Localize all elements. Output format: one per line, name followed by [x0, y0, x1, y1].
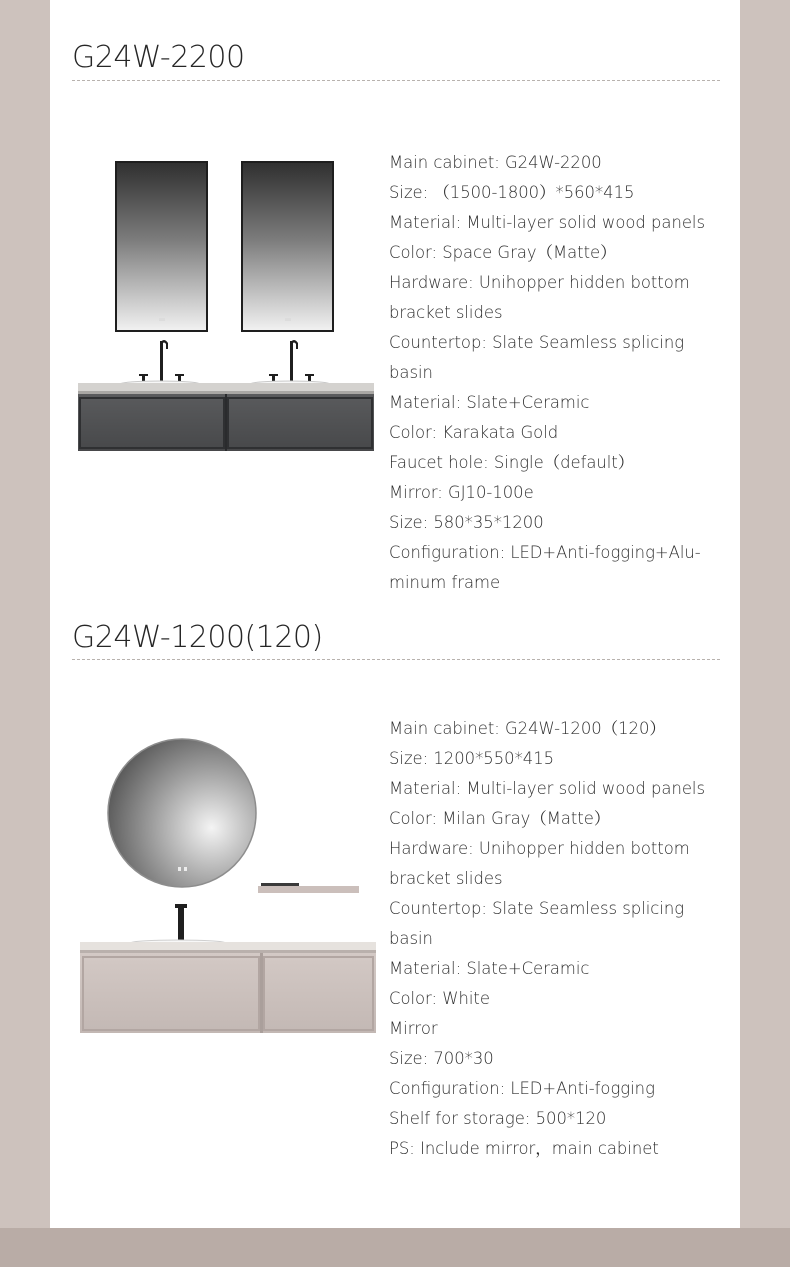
spec-line: Color: Karakata Gold [389, 423, 559, 442]
spec-line: Shelf for storage: 500*120 [389, 1109, 607, 1128]
spec-line: Hardware: Unihopper hidden bottom [389, 839, 690, 858]
spec-line: bracket slides [389, 303, 503, 322]
spec-list-g24w-2200 [389, 148, 734, 598]
spec-line: Hardware: Unihopper hidden bottom [389, 273, 690, 292]
spec-line: Material: Slate+Ceramic [389, 393, 590, 412]
spec-line: Size: 700*30 [389, 1049, 494, 1068]
bottom-band [0, 1228, 790, 1267]
spec-line: Configuration: LED+Anti-fogging+Alu- [389, 543, 701, 562]
spec-line: Color: White [389, 989, 490, 1008]
spec-line: Faucet hole: Single（default） [389, 453, 635, 472]
spec-line: basin [389, 929, 433, 948]
faucet-right [269, 340, 314, 383]
section-title-g24w-2200: G24W-2200 [72, 40, 245, 75]
vanity-image-g24w-1200 [78, 736, 380, 1036]
faucet [175, 904, 187, 942]
round-mirror [108, 739, 256, 887]
vanity-image-g24w-2200 [76, 158, 378, 456]
faucet-left [139, 340, 184, 383]
section-divider [72, 659, 720, 660]
section-title-g24w-1200: G24W-1200(120) [72, 620, 323, 655]
spec-line: Material: Slate+Ceramic [389, 959, 590, 978]
spec-line: Material: Multi-layer solid wood panels [389, 213, 706, 232]
mirror-right [242, 162, 333, 331]
spec-line: Main cabinet: G24W-1200（120） [389, 719, 666, 738]
spec-line: Size: （1500-1800）*560*415 [389, 183, 635, 202]
spec-line: Mirror: GJ10-100e [389, 483, 534, 502]
section-divider [72, 80, 720, 81]
spec-line: minum frame [389, 573, 501, 592]
spec-line: Countertop: Slate Seamless splicing [389, 333, 685, 352]
spec-line: bracket slides [389, 869, 503, 888]
spec-line: Countertop: Slate Seamless splicing [389, 899, 685, 918]
spec-line: Size: 1200*550*415 [389, 749, 555, 768]
spec-line: Color: Milan Gray（Matte） [389, 809, 611, 828]
spec-line: Configuration: LED+Anti-fogging [389, 1079, 655, 1098]
spec-line: Mirror [389, 1019, 438, 1038]
spec-line: Size: 580*35*1200 [389, 513, 544, 532]
mirror-left [116, 162, 207, 331]
spec-line: Material: Multi-layer solid wood panels [389, 779, 706, 798]
storage-shelf [258, 883, 359, 893]
spec-list-g24w-1200 [389, 714, 734, 1164]
spec-line: basin [389, 363, 433, 382]
spec-line: Color: Space Gray（Matte） [389, 243, 617, 262]
spec-line: PS: Include mirror，main cabinet [389, 1139, 659, 1158]
spec-line: Main cabinet: G24W-2200 [389, 153, 602, 172]
